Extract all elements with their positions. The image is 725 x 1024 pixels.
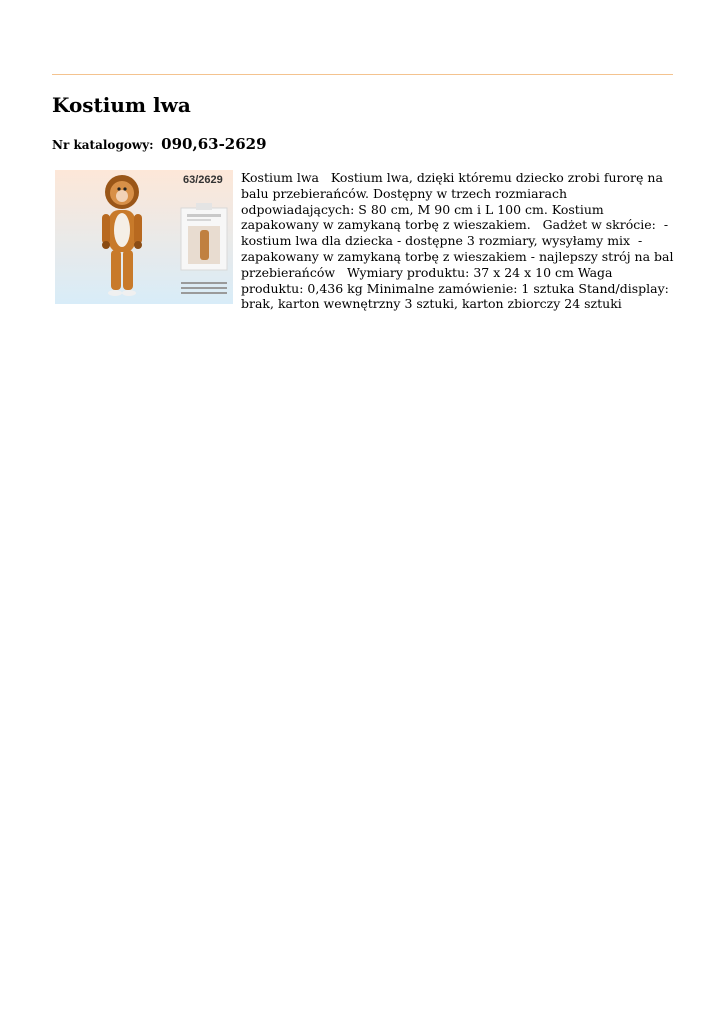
lion-costume-photo (55, 170, 233, 304)
catalog-number-line (52, 134, 267, 153)
header-divider (52, 74, 673, 75)
product-image (55, 170, 233, 304)
packaging-bag-image (181, 203, 227, 270)
catalog-label: Nr katalogowy: (52, 138, 154, 152)
page-title: Kostium lwa (52, 93, 191, 117)
size-info-lines (181, 282, 227, 294)
image-code-label: 63/2629 (183, 174, 223, 186)
catalog-number: 090,63-2629 (161, 135, 267, 153)
product-description: Kostium lwa Kostium lwa, dzięki któremu dziecko zrobi furorę na balu przebierańców. Dostępny w trzech rozmiarach odpowiadających: S 80 cm, M 90 cm i L 100 cm. Kostium zapakowany w zamykaną torbę z wieszakiem. Gadżet w skrócie: - kostium lwa dla dziecka - dostępne 3 rozmiary, wysyłamy mix - zapakowany w zamykaną torbę z wieszakiem - najlepszy strój na bal przebierańców Wymiary produktu: 37 x 24 x 10 cm Waga produktu: 0,436 kg Minimalne zamówienie: 1 sztuka Stand/display: brak, karton wewnętrzny 3 sztuki, karton zbiorczy 24 sztuki (241, 170, 678, 312)
